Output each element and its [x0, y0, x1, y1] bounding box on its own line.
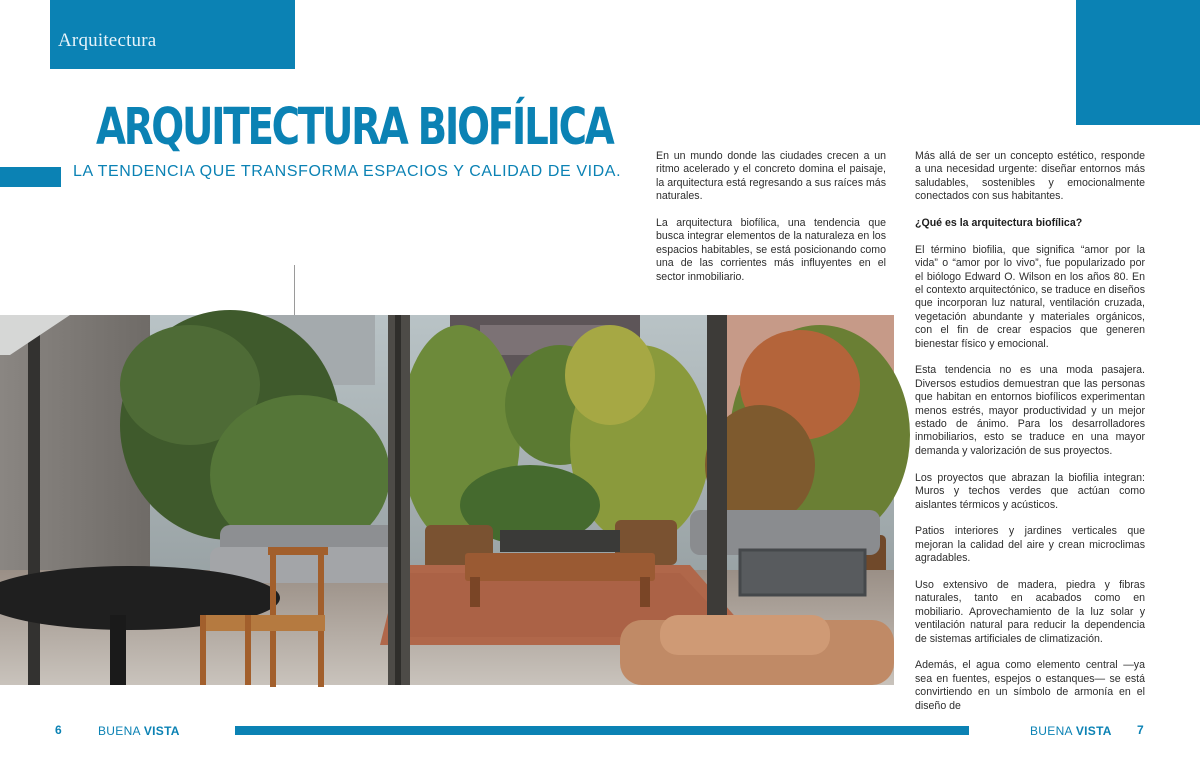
subtitle-accent-bar [0, 167, 61, 187]
paragraph: Además, el agua como elemento central —ya sea en fuentes, espejos o estanques— se está convirtiendo en un símbolo de armonía en el diseño de [915, 659, 1145, 712]
paragraph: Esta tendencia no es una moda pasajera. Diversos estudios demuestran que las personas que habitan en entornos biofílicos experimentan menos estrés, mayor productividad y un mejor estado de ánimo. Para los desarrolladores inmobiliarios, esto se traduce en una mayor demanda y valorización de sus proyectos. [915, 364, 1145, 457]
section-tab [50, 0, 295, 69]
terrace-garden-photo [0, 315, 894, 685]
brand-bold-text: VISTA [1075, 724, 1112, 738]
divider-line [294, 265, 295, 315]
article-subtitle: LA TENDENCIA QUE TRANSFORMA ESPACIOS Y CALIDAD DE VIDA. [73, 163, 622, 180]
page-number-right: 7 [1137, 723, 1144, 737]
paragraph: Los proyectos que abrazan la biofilia integran: Muros y techos verdes que actúan como aislantes térmicos y acústicos. [915, 471, 1145, 511]
paragraph: Patios interiores y jardines verticales que mejoran la calidad del aire y crean microclimas agradables. [915, 525, 1145, 565]
text-column-b [915, 150, 1145, 712]
section-heading: ¿Qué es la arquitectura biofílica? [915, 217, 1083, 230]
text-column-a [656, 150, 886, 297]
paragraph: Más allá de ser un concepto estético, responde a una necesidad urgente: diseñar entornos más saludables, sostenibles y emocionalmente conectados con sus habitantes. [915, 150, 1145, 203]
brand-right [1030, 724, 1112, 738]
section-label: Arquitectura [58, 30, 157, 51]
footer-bar [235, 726, 969, 735]
corner-block [1076, 0, 1200, 125]
paragraph: La arquitectura biofílica, una tendencia que busca integrar elementos de la naturaleza en los espacios habitables, se está posicionando como una de las corrientes más influyentes en el sector inmobiliario. [656, 217, 886, 283]
paragraph: El término biofilia, que significa “amor por la vida” o “amor por lo vivo”, fue popularizado por el biólogo Edward O. Wilson en los años 80. En el contexto arquitectónico, se traduce en diseños que incorporan luz natural, ventilación cruzada, vegetación abundante y materiales orgánicos, con el fin de crear espacios que generen bienestar físico y emocional. [915, 243, 1145, 350]
brand-light-text: BUENA [1030, 724, 1076, 738]
paragraph: Uso extensivo de madera, piedra y fibras naturales, tanto en acabados como en mobiliario. Aprovechamiento de la luz solar y ventilación natural para reducir la dependencia de sistemas artificiales de climatización. [915, 578, 1145, 645]
brand-left [98, 724, 180, 738]
brand-bold-text: VISTA [143, 724, 180, 738]
article-title: ARQUITECTURA BIOFÍLICA [96, 98, 613, 157]
brand-light-text: BUENA [98, 724, 144, 738]
paragraph: En un mundo donde las ciudades crecen a un ritmo acelerado y el concreto domina el paisaje, la arquitectura está regresando a sus raíces más naturales. [656, 150, 886, 203]
page-number-left: 6 [55, 723, 62, 737]
